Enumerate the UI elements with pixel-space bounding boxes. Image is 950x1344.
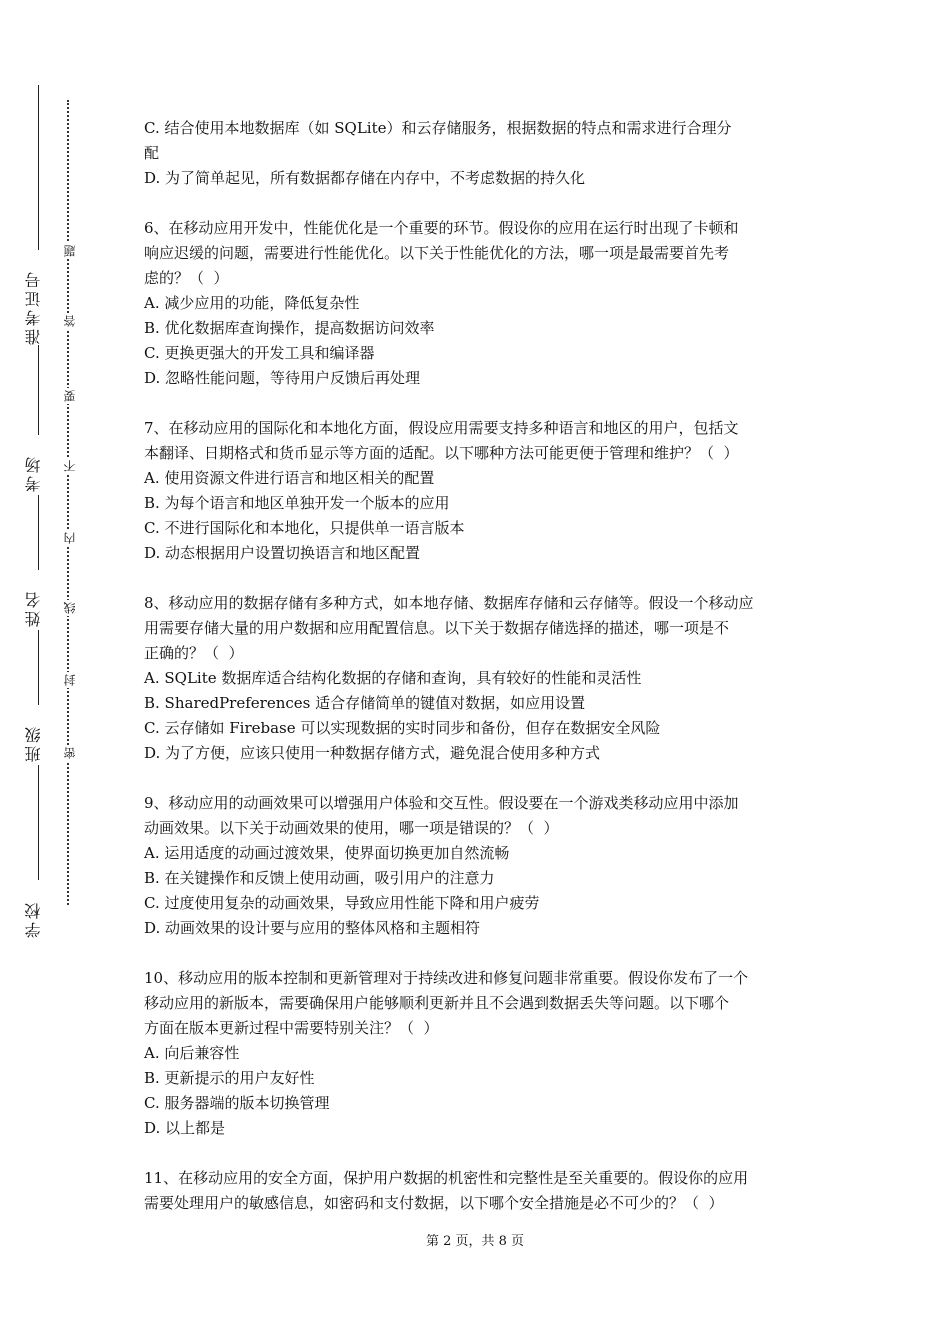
question-7: [144, 416, 814, 566]
rule-line: [38, 765, 39, 880]
seal-dotted-line: [67, 100, 69, 905]
question-stem: 用需要存储大量的用户数据和应用配置信息。以下关于数据存储选择的描述，哪一项是不: [144, 619, 730, 637]
option-a: A. SQLite 数据库适合结构化数据的存储和查询，具有较好的性能和灵活性: [144, 669, 642, 687]
option-d: D. 以上都是: [144, 1119, 226, 1137]
rule-line: [38, 85, 39, 250]
option-a: A. 使用资源文件进行语言和地区相关的配置: [144, 469, 435, 487]
class-label: 班级: [24, 724, 43, 762]
option-b: B. 更新提示的用户友好性: [144, 1069, 315, 1087]
question-6: [144, 216, 814, 391]
rule-line: [38, 345, 39, 435]
seal-char: 密: [63, 747, 77, 759]
option-a: A. 运用适度的动画过渡效果，使界面切换更加自然流畅: [144, 844, 510, 862]
question-10: [144, 966, 814, 1141]
rule-line: [38, 630, 39, 705]
option-c: C. 不进行国际化和本地化，只提供单一语言版本: [144, 519, 465, 537]
option-c: C. 结合使用本地数据库（如 SQLite）和云存储服务，根据数据的特点和需求进行合理分: [144, 119, 732, 137]
seal-char: 封: [63, 674, 77, 686]
exam-content: [144, 116, 814, 1241]
question-stem: 移动应用的新版本，需要确保用户能够顺利更新并且不会遇到数据丢失等问题。以下哪个: [144, 994, 730, 1012]
exam-number-label: 准考证号: [24, 269, 43, 345]
seal-char: 不: [63, 460, 77, 472]
option-d: D. 忽略性能问题，等待用户反馈后再处理: [144, 369, 421, 387]
option-d: D. 为了方便，应该只使用一种数据存储方式，避免混合使用多种方式: [144, 744, 601, 762]
question-stem: 10、移动应用的版本控制和更新管理对于持续改进和修复问题非常重要。假设你发布了一个: [144, 969, 749, 987]
option-c: C. 过度使用复杂的动画效果，导致应用性能下降和用户疲劳: [144, 894, 540, 912]
question-stem: 9、移动应用的动画效果可以增强用户体验和交互性。假设要在一个游戏类移动应用中添加: [144, 794, 739, 812]
option-c: C. 服务器端的版本切换管理: [144, 1094, 330, 1112]
question-stem: 6、在移动应用开发中，性能优化是一个重要的环节。假设你的应用在运行时出现了卡顿和: [144, 219, 739, 237]
seal-char: 线: [63, 602, 77, 614]
option-c: C. 云存储如 Firebase 可以实现数据的实时同步和备份，但存在数据安全风险: [144, 719, 661, 737]
question-stem: 8、移动应用的数据存储有多种方式，如本地存储、数据库存储和云存储等。假设一个移动应: [144, 594, 754, 612]
question-stem: 方面在版本更新过程中需要特别关注？（ ）: [144, 1019, 439, 1037]
option-b: B. SharedPreferences 适合存储简单的键值对数据，如应用设置: [144, 694, 586, 712]
seal-char: 要: [63, 390, 77, 402]
question-stem: 动画效果。以下关于动画效果的使用，哪一项是错误的？（ ）: [144, 819, 559, 837]
exam-room-label: 考场: [24, 454, 43, 492]
option-c-cont: 配: [144, 144, 160, 162]
option-a: A. 向后兼容性: [144, 1044, 240, 1062]
option-d: D. 动态根据用户设置切换语言和地区配置: [144, 544, 421, 562]
question-11: [144, 1166, 814, 1216]
option-d: D. 为了简单起见，所有数据都存储在内存中，不考虑数据的持久化: [144, 169, 586, 187]
question-stem: 正确的？（ ）: [144, 644, 244, 662]
school-label: 学校: [24, 900, 43, 938]
option-b: B. 优化数据库查询操作，提高数据访问效率: [144, 319, 435, 337]
option-a: A. 减少应用的功能，降低复杂性: [144, 294, 360, 312]
question-stem: 本翻译、日期格式和货币显示等方面的适配。以下哪种方法可能更便于管理和维护？（ ）: [144, 444, 739, 462]
question-9: [144, 791, 814, 941]
question-stem: 11、在移动应用的安全方面，保护用户数据的机密性和完整性是至关重要的。假设你的应用: [144, 1169, 749, 1187]
question-stem: 响应迟缓的问题，需要进行性能优化。以下关于性能优化的方法，哪一项是最需要首先考: [144, 244, 730, 262]
option-c: C. 更换更强大的开发工具和编译器: [144, 344, 375, 362]
seal-char: 题: [63, 245, 77, 257]
rule-line: [38, 495, 39, 570]
page-number: 第 2 页，共 8 页: [425, 1234, 525, 1249]
option-b: B. 为每个语言和地区单独开发一个版本的应用: [144, 494, 450, 512]
name-label: 姓名: [24, 589, 43, 627]
question-8: [144, 591, 814, 766]
option-b: B. 在关键操作和反馈上使用动画，吸引用户的注意力: [144, 869, 495, 887]
page-footer: [0, 1230, 950, 1249]
question-stem: 7、在移动应用的国际化和本地化方面，假设应用需要支持多种语言和地区的用户，包括文: [144, 419, 739, 437]
question-stem: 虑的？（ ）: [144, 269, 229, 287]
option-d: D. 动画效果的设计要与应用的整体风格和主题相符: [144, 919, 481, 937]
seal-char: 内: [63, 532, 77, 544]
binding-margin: [0, 0, 110, 1344]
seal-char: 答: [63, 315, 77, 327]
question-5-tail: [144, 116, 814, 191]
question-stem: 需要处理用户的敏感信息，如密码和支付数据，以下哪个安全措施是必不可少的？（ ）: [144, 1194, 724, 1212]
